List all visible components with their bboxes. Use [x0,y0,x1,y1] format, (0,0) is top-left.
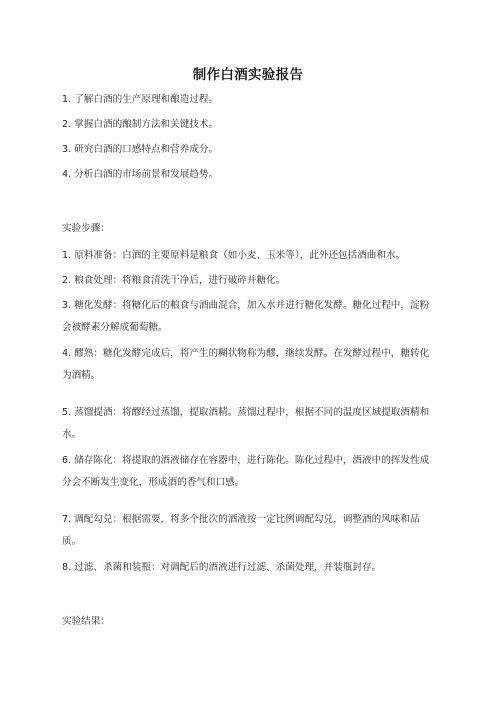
objective-item-4: 4. 分析白酒的市场前景和发展趋势。 [62,169,219,180]
results-heading: 实验结果： [62,616,110,627]
step-item-3: 3. 糖化发酵：将糖化后的粮食与酒曲混合，加入水并进行糖化发酵。糖化过程中，淀粉会被酵素分解成葡萄糖。 [62,300,430,333]
objective-item-2: 2. 掌握白酒的酿制方法和关键技术。 [62,119,219,130]
step-item-1: 1. 原料准备：白酒的主要原料是粮食（如小麦、玉米等），此外还包括酒曲和水。 [62,250,406,261]
step-item-5: 5. 蒸馏提酒：将醪经过蒸馏，提取酒精。蒸馏过程中，根据不同的温度区域提取酒精和水。 [62,407,430,440]
step-item-4: 4. 醪熟：糖化发酵完成后，将产生的糊状物称为醪，继续发酵。在发酵过程中，糖转化为酒精。 [62,348,430,381]
step-item-6: 6. 储存陈化：将提取的酒液储存在容器中，进行陈化。陈化过程中，酒液中的挥发性成分会不断发生变化，形成酒的香气和口感。 [62,455,430,488]
step-item-7: 7. 调配勾兑：根据需要，将多个批次的酒液按一定比例调配勾兑，调整酒的风味和品质。 [62,514,420,547]
objective-item-3: 3. 研究白酒的口感特点和营养成分。 [62,144,219,155]
objective-item-1: 1. 了解白酒的生产原理和酿造过程。 [62,94,219,105]
steps-heading: 实验步骤： [62,223,110,234]
page-title: 制作白酒实验报告 [192,67,304,83]
step-item-8: 8. 过滤、杀菌和装瓶：对调配后的酒液进行过滤、杀菌处理，并装瓶封存。 [62,562,382,573]
step-item-2: 2. 粮食处理：将粮食清洗干净后，进行破碎并糖化。 [62,275,286,286]
